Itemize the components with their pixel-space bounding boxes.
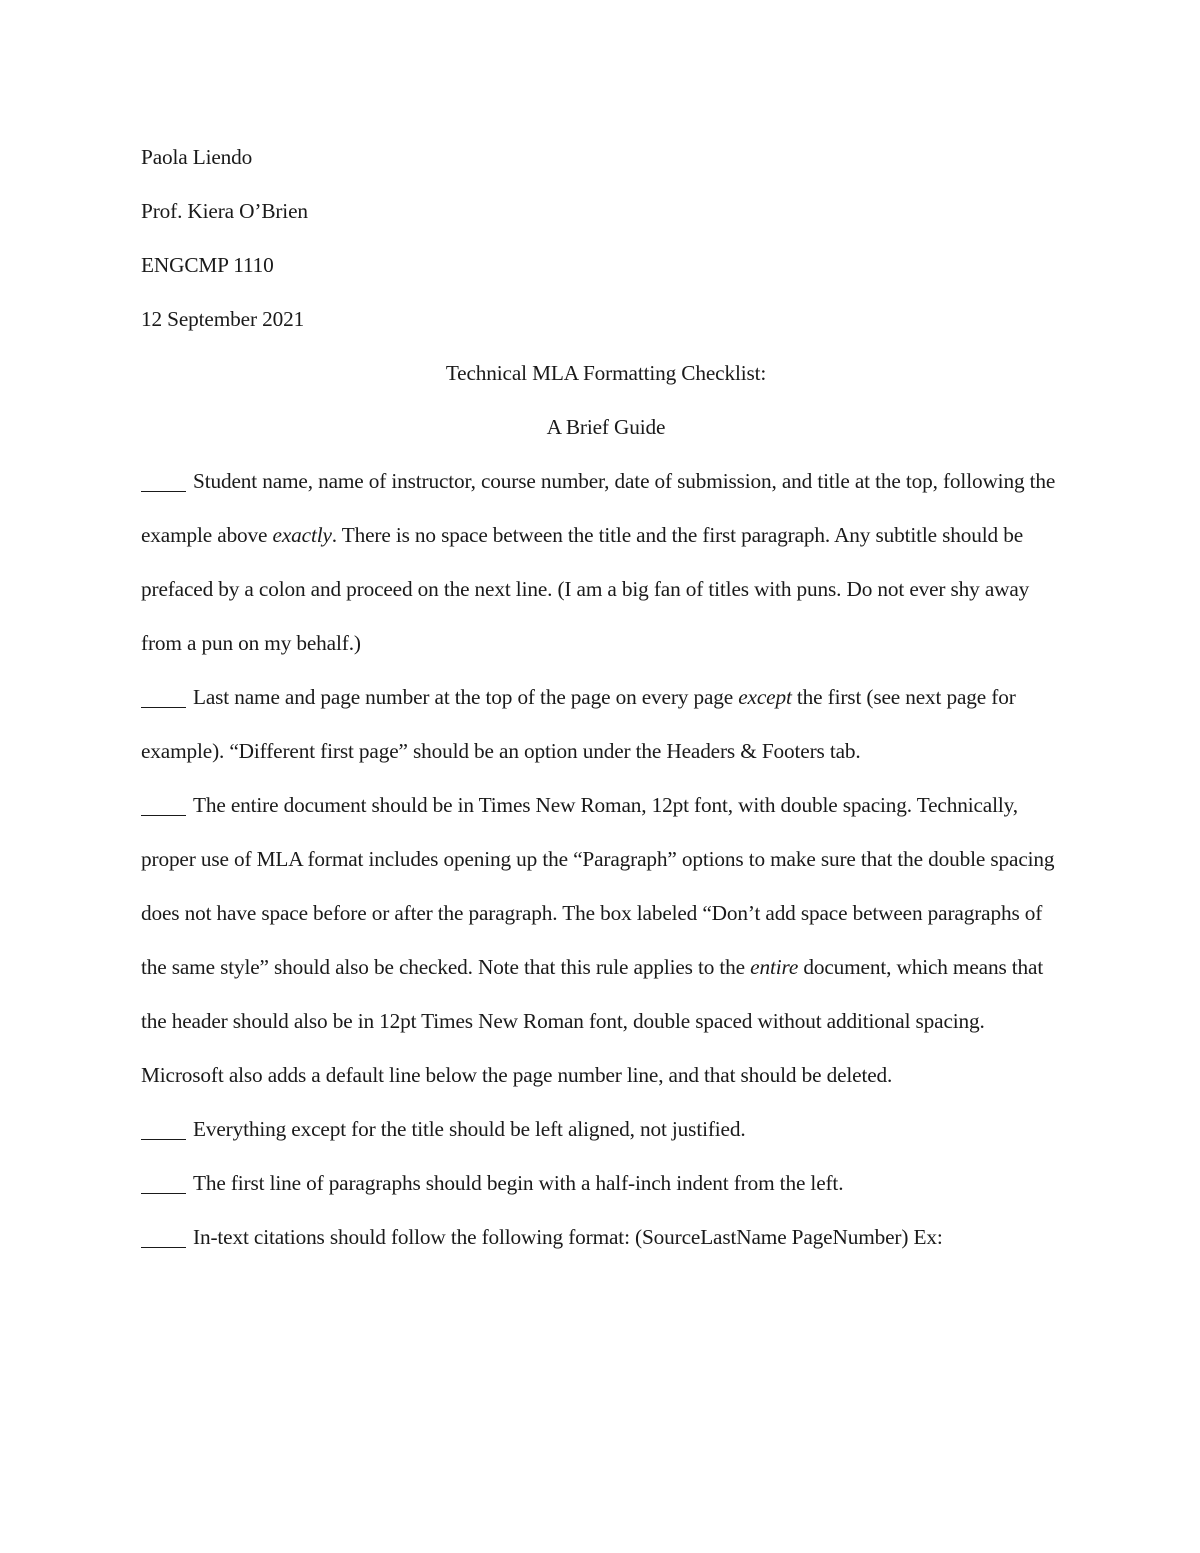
instructor-name: Prof. Kiera O’Brien xyxy=(141,199,308,223)
checklist-emphasis: exactly xyxy=(272,523,332,547)
checklist-text: Everything except for the title should be left aligned, not justified. xyxy=(193,1117,746,1141)
checkbox-blank-line xyxy=(141,686,186,708)
checklist-text: the first (see next page for example). “Different first page” should be an option under the Headers & Footers tab. xyxy=(141,685,1016,763)
checklist-text: In-text citations should follow the following format: (SourceLastName PageNumber) Ex: xyxy=(193,1225,943,1249)
student-name: Paola Liendo xyxy=(141,145,253,169)
checklist-item-font-spacing xyxy=(141,778,1071,1102)
checklist-emphasis: entire xyxy=(750,955,799,979)
checkbox-blank-line xyxy=(141,1226,186,1248)
checkbox-blank-line xyxy=(141,794,186,816)
checklist-text: Student name, name of instructor, course number, date of submission, and title at the top, following the example above xyxy=(141,469,1056,547)
checkbox-blank-line xyxy=(141,1118,186,1140)
checklist-text: . There is no space between the title and the first paragraph. Any subtitle should be prefaced by a colon and proceed on the next line. (I am a big fan of titles with puns. Do not ever shy away from a pun on my behalf.) xyxy=(141,523,1030,655)
checkbox-blank-line xyxy=(141,470,186,492)
document-subtitle: A Brief Guide xyxy=(546,415,666,439)
course-number: ENGCMP 1110 xyxy=(141,253,274,277)
checklist-text: The entire document should be in Times New Roman, 12pt font, with double spacing. Technically, proper use of MLA format includes opening up the “Paragraph” options to make sure that the double spacing does not have space before or after the paragraph. The box labeled “Don’t add space between paragraphs of the same style” should also be checked. Note that this rule applies to the xyxy=(141,793,1055,979)
checklist-text: Last name and page number at the top of the page on every page xyxy=(193,685,739,709)
checklist-item-citations xyxy=(141,1210,1071,1264)
checklist-text: document, which means that the header should also be in 12pt Times New Roman font, double spaced without additional spacing. Microsoft also adds a default line below the page number line, and that should be deleted. xyxy=(141,955,1044,1087)
checklist-text: The first line of paragraphs should begin with a half-inch indent from the left. xyxy=(193,1171,844,1195)
checklist-item-page-header xyxy=(141,670,1071,778)
checklist-emphasis: except xyxy=(738,685,792,709)
document-title: Technical MLA Formatting Checklist: xyxy=(445,361,767,385)
checklist-item-name-title xyxy=(141,454,1071,670)
checklist-item-indent xyxy=(141,1156,1071,1210)
checkbox-blank-line xyxy=(141,1172,186,1194)
submission-date: 12 September 2021 xyxy=(141,307,305,331)
document-body xyxy=(141,130,1071,1264)
checklist-item-alignment xyxy=(141,1102,1071,1156)
